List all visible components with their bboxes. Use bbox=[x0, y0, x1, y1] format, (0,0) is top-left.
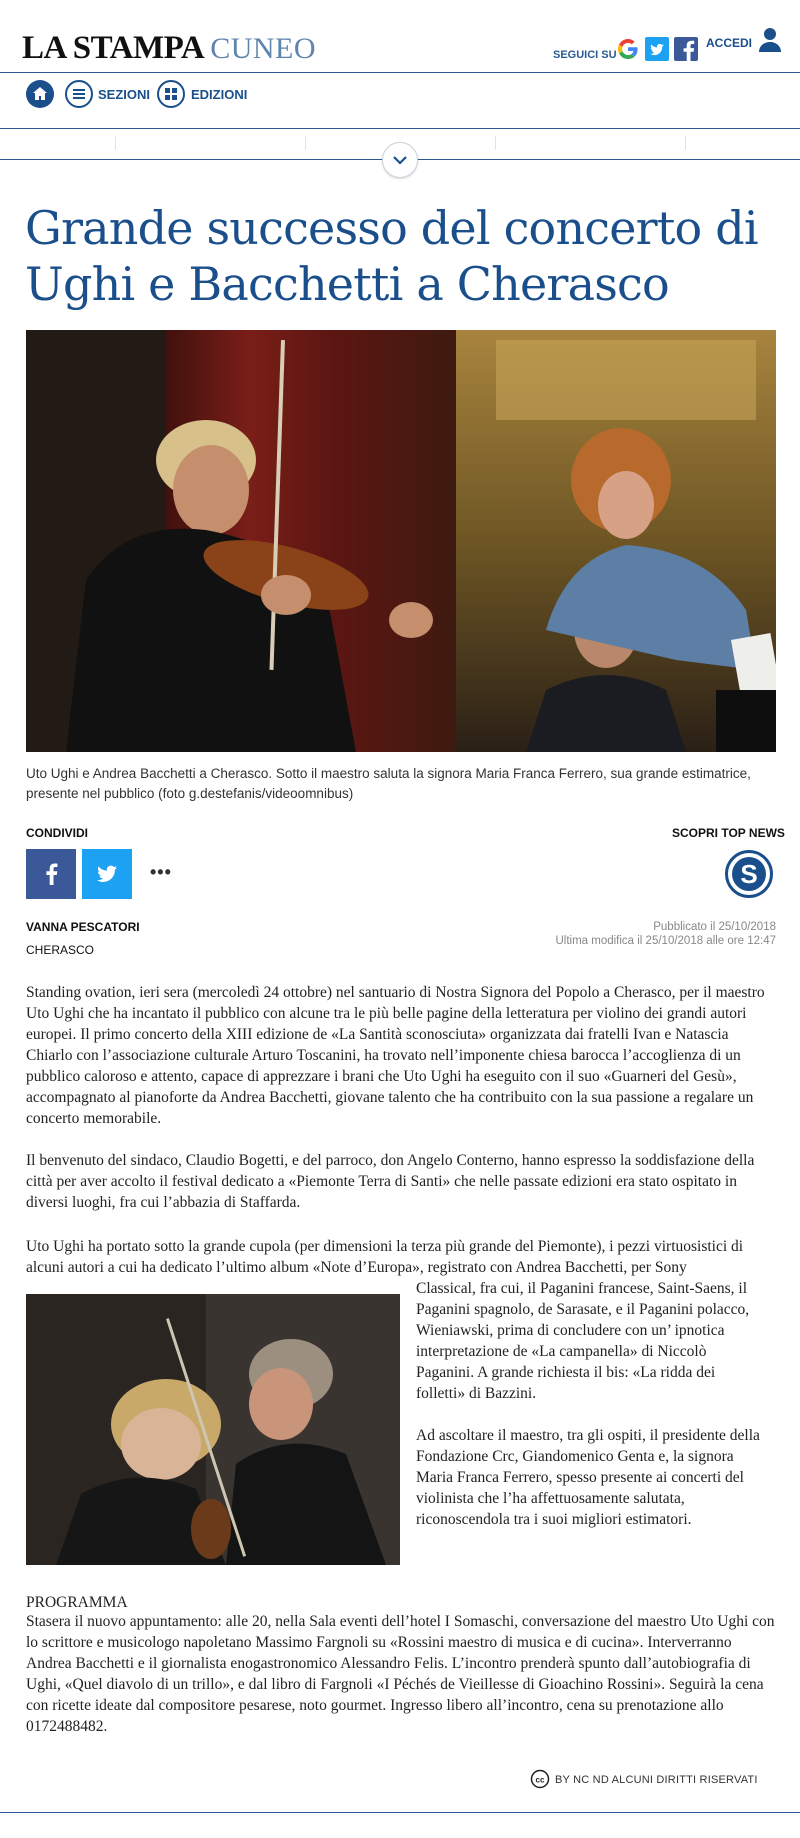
article-title: Grande successo del concerto di Ughi e Bacchetti a Cherasco bbox=[25, 201, 758, 311]
modified-date: Ultima modifica il 25/10/2018 alle ore 12:47 bbox=[555, 935, 776, 947]
facebook-icon[interactable] bbox=[674, 37, 698, 61]
sections-menu-button[interactable] bbox=[65, 80, 93, 108]
expand-menu-button[interactable] bbox=[382, 142, 418, 178]
article-paragraph: Il benvenuto del sindaco, Claudio Bogetti, e del parroco, don Angelo Conterno, hanno espresso la soddisfazione della città per aver accolto il festival dedicato a «Piemonte Terra di Santi» che nelle passate edizioni era stato ospitato in diversi luoghi, fra cui l’abbazia di Staffarda. bbox=[26, 1152, 755, 1211]
editions-label[interactable]: EDIZIONI bbox=[191, 87, 248, 102]
edition-city: CUNEO bbox=[210, 32, 317, 65]
subnav-separator bbox=[685, 136, 686, 150]
published-date: Pubblicato il 25/10/2018 bbox=[653, 921, 776, 933]
subnav-separator bbox=[115, 136, 116, 150]
subnav-separator bbox=[305, 136, 306, 150]
google-icon[interactable] bbox=[616, 37, 640, 61]
twitter-icon bbox=[82, 849, 132, 899]
svg-text:S: S bbox=[740, 859, 758, 889]
author-name[interactable]: VANNA PESCATORI bbox=[26, 920, 140, 934]
follow-label: SEGUICI SU bbox=[553, 49, 617, 61]
article-inline-photo bbox=[26, 1294, 400, 1565]
login-link[interactable]: ACCEDI bbox=[706, 36, 753, 50]
creative-commons-icon bbox=[530, 1769, 550, 1789]
facebook-icon bbox=[26, 849, 76, 899]
top-news-label: SCOPRI TOP NEWS bbox=[672, 826, 785, 840]
license-text[interactable]: BY NC ND ALCUNI DIRITTI RISERVATI bbox=[555, 1774, 758, 1786]
program-heading: PROGRAMMA bbox=[26, 1594, 128, 1611]
editions-menu-button[interactable] bbox=[157, 80, 185, 108]
nav-divider bbox=[0, 128, 800, 129]
share-twitter-button[interactable] bbox=[82, 849, 132, 899]
subnav-separator bbox=[495, 136, 496, 150]
share-facebook-button[interactable] bbox=[26, 849, 76, 899]
home-icon bbox=[26, 80, 54, 108]
svg-text:cc: cc bbox=[535, 1775, 545, 1785]
user-icon[interactable] bbox=[758, 27, 782, 53]
share-more-button[interactable]: ••• bbox=[150, 862, 172, 882]
photo-caption: Uto Ughi e Andrea Bacchetti a Cherasco. Sotto il maestro saluta la signora Maria Franca Ferrero, sua grande estimatrice, presente nel pubblico (foto g.destefanis/videoomnibus) bbox=[26, 766, 751, 801]
article-paragraph: Uto Ughi ha portato sotto la grande cupola (per dimensioni la terza più grande del Piemonte), i pezzi virtuosistici di alcuni autori a cui ha dedicato l’ultimo album «Note d’Europa», registrato con Andrea Bacchetti, per Sony bbox=[26, 1238, 744, 1276]
grid-icon bbox=[159, 82, 183, 106]
top-news-logo-icon[interactable] bbox=[725, 850, 773, 898]
logo-text: LA STAMPA bbox=[22, 30, 205, 66]
article-main-photo bbox=[26, 330, 776, 752]
chevron-down-icon bbox=[383, 143, 417, 177]
home-button[interactable] bbox=[26, 80, 54, 108]
article-location: CHERASCO bbox=[26, 943, 95, 957]
article-paragraph: Ad ascoltare il maestro, tra gli ospiti, il presidente della Fondazione Crc, Giandomenico Genta e, la signora Maria Franca Ferrero, spesso presente ai concerti del violinista che l’ha affettuosamente salutata, riconoscendola tra i suoi migliori estimatori. bbox=[416, 1427, 760, 1528]
article-paragraph: Classical, fra cui, il Paganini francese, Saint-Saens, il Paganini spagnolo, de Sarasate, e il Paganini polacco, Wieniawski, prima di concludere con un’ ipnotica interpretazione de «La campanella» di Niccolò Paganini. A grande richiesta il bis: «La ridda dei folletti» di Bazzini. bbox=[416, 1280, 750, 1402]
hamburger-icon bbox=[67, 82, 91, 106]
sections-label[interactable]: SEZIONI bbox=[98, 87, 151, 102]
header-divider bbox=[0, 72, 800, 73]
article-paragraph: Standing ovation, ieri sera (mercoledì 24 ottobre) nel santuario di Nostra Signora del Popolo a Cherasco, per il maestro Uto Ughi che ha incantato il pubblico con alcune tra le più belle pagine della letteratura per violino dei grandi autori europei. Il primo concerto della XIII edizione de «La Santità sconosciuta» organizzata dai fratelli Ivan e Natascia Chiarlo con l’associazione culturale Arturo Toscanini, ha trovato nell’imponente chiesa barocca l’accoglienza di un pubblico caloroso e attento, capace di apprezzare i brani che Uto Ughi ha eseguito con il suo «Guarneri del Gesù», accompagnato al pianoforte da Andrea Bacchetti, giovane talento che ha contribuito con la sua passione a regalare un concerto memorabile. bbox=[26, 984, 765, 1127]
site-logo[interactable] bbox=[22, 30, 316, 67]
article-paragraph: Stasera il nuovo appuntamento: alle 20, nella Sala eventi dell’hotel I Somaschi, conversazione del maestro Uto Ughi con lo scrittore e musicologo napoletano Massimo Fargnoli su «Rossini maestro di musica e di cucina». Interverranno Andrea Bacchetti e il giornalista enogastronomico Alessandro Felis. L’incontro prenderà spunto dall’autobiografia di Ughi, «Quel diavolo di un trillo», e dal libro di Fargnoli «I Péchés de Vieillesse di Gioachino Rossini». Seguirà la cena con ricette ideate dal compositore pesarese, noto gourmet. Ingresso libero all’incontro, cena su prenotazione allo 0172488482. bbox=[26, 1613, 775, 1735]
twitter-icon[interactable] bbox=[645, 37, 669, 61]
share-label: CONDIVIDI bbox=[26, 826, 89, 840]
footer-divider bbox=[0, 1812, 800, 1813]
